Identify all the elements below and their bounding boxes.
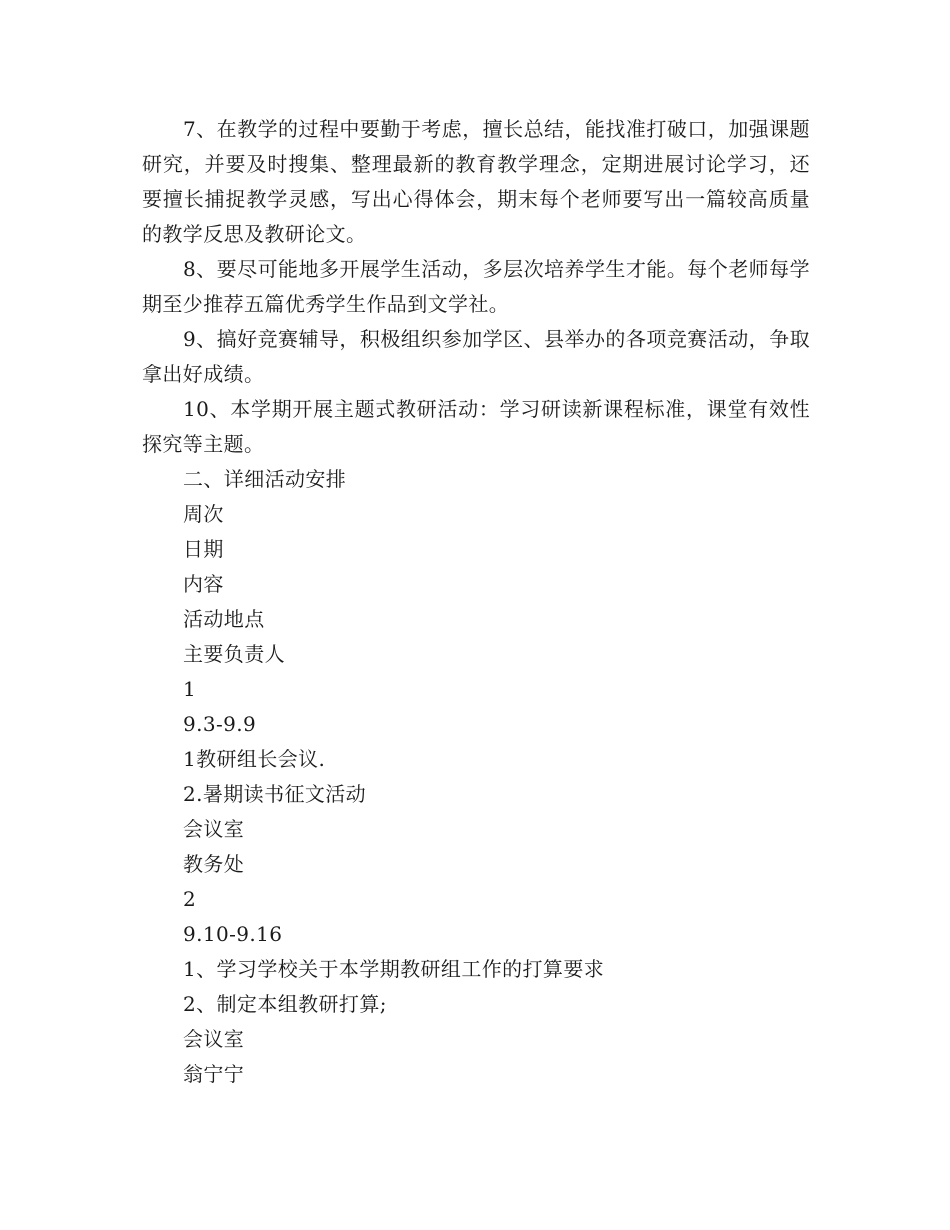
header-owner: 主要负责人 xyxy=(183,642,285,666)
paragraph-7: 7、在教学的过程中要勤于考虑，擅长总结，能找准打破口，加强课题研究，并要及时搜集、整理最新的教育教学理念，定期进展讨论学习，还要擅长捕捉教学灵感，写出心得体会，期末每个老师要写出一篇较高质量的教学反思及教研论文。 xyxy=(142,117,810,246)
header-content: 内容 xyxy=(183,572,224,596)
paragraph-9: 9、搞好竞赛辅导，积极组织参加学区、县举办的各项竞赛活动，争取拿出好成绩。 xyxy=(142,327,810,386)
row-content-1: 1教研组长会议. xyxy=(183,747,326,771)
row-date: 9.3-9.9 xyxy=(183,712,257,736)
row-content-2: 2、制定本组教研打算; xyxy=(183,992,387,1016)
schedule-table xyxy=(142,497,810,1092)
row-content-1: 1、学习学校关于本学期教研组工作的打算要求 xyxy=(183,957,605,981)
document-page xyxy=(142,112,810,1092)
row-week: 2 xyxy=(183,887,197,911)
row-date: 9.10-9.16 xyxy=(183,922,283,946)
table-row xyxy=(142,882,810,1092)
paragraph-10: 10、本学期开展主题式教研活动：学习研读新课程标准，课堂有效性探究等主题。 xyxy=(142,397,810,456)
row-owner: 翁宁宁 xyxy=(183,1062,245,1086)
row-content-2: 2.暑期读书征文活动 xyxy=(183,782,367,806)
table-row xyxy=(142,672,810,882)
section-heading: 二、详细活动安排 xyxy=(183,467,347,491)
header-location: 活动地点 xyxy=(183,607,265,631)
row-location: 会议室 xyxy=(183,817,245,841)
row-week: 1 xyxy=(183,677,197,701)
header-week: 周次 xyxy=(183,502,224,526)
row-owner: 教务处 xyxy=(183,852,245,876)
row-location: 会议室 xyxy=(183,1027,245,1051)
header-date: 日期 xyxy=(183,537,224,561)
paragraph-8: 8、要尽可能地多开展学生活动，多层次培养学生才能。每个老师每学期至少推荐五篇优秀学生作品到文学社。 xyxy=(142,257,810,316)
